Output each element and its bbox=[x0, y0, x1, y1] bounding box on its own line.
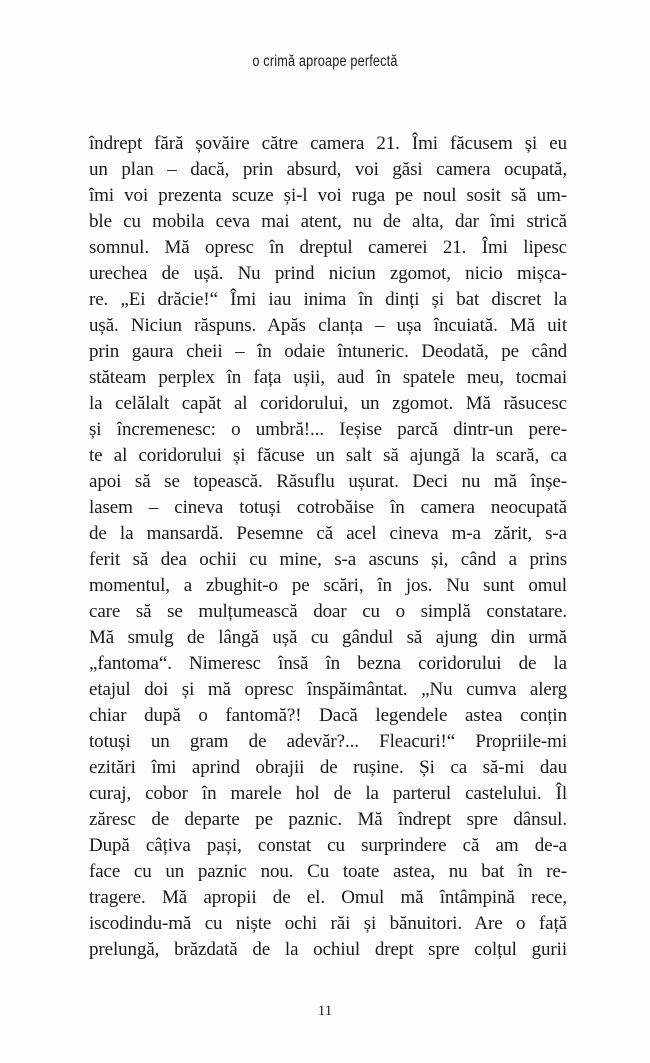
text-line: etajul doi și mă opresc înspăimântat. „Nu cumva alerg bbox=[89, 679, 567, 700]
text-line: urechea de ușă. Nu prind niciun zgomot, nicio mișca- bbox=[89, 263, 567, 284]
text-line: îmi voi prezenta scuze și-l voi ruga pe noul sosit să um- bbox=[89, 185, 567, 206]
text-line: te al coridorului și făcuse un salt să ajungă la scară, ca bbox=[89, 445, 567, 466]
text-line: prin gaura cheii – în odaie întuneric. Deodată, pe când bbox=[89, 341, 567, 362]
text-line: prelungă, brăzdată de la ochiul drept spre colțul gurii bbox=[89, 939, 567, 960]
text-line: curaj, cobor în marele hol de la parterul castelului. Îl bbox=[89, 783, 567, 804]
text-line: După câțiva pași, constat cu surprindere că am de-a bbox=[89, 835, 567, 856]
text-line: chiar după o fantomă?! Dacă legendele astea conțin bbox=[89, 705, 567, 726]
text-line: totuși un gram de adevăr?... Fleacuri!“ Propriile-mi bbox=[89, 731, 567, 752]
text-line: îndrept fără șovăire către camera 21. Îmi făcusem și eu bbox=[89, 133, 567, 154]
text-line: ușă. Niciun răspuns. Apăs clanța – ușa încuiată. Mă uit bbox=[89, 315, 567, 336]
page-number: 11 bbox=[317, 1003, 333, 1019]
text-line: „fantoma“. Nimeresc însă în bezna coridorului de la bbox=[89, 653, 567, 674]
running-header: o crimă aproape perfectă bbox=[252, 53, 398, 70]
text-line: iscodindu-mă cu niște ochi răi și bănuitori. Are o față bbox=[89, 913, 567, 934]
text-line: un plan – dacă, prin absurd, voi găsi camera ocupată, bbox=[89, 159, 567, 180]
text-line: care să se mulțumească doar cu o simplă constatare. bbox=[89, 601, 567, 622]
text-line: tragere. Mă apropii de el. Omul mă întâmpină rece, bbox=[89, 887, 567, 908]
text-line: face cu un paznic nou. Cu toate astea, nu bat în re- bbox=[89, 861, 567, 882]
body-text bbox=[89, 131, 567, 963]
text-line: la celălalt capăt al coridorului, un zgomot. Mă răsucesc bbox=[89, 393, 567, 414]
text-line: și încremenesc: o umbră!... Ieșise parcă dintr-un pere- bbox=[89, 419, 567, 440]
text-line: ezitări îmi aprind obrajii de rușine. Și ca să-mi dau bbox=[89, 757, 567, 778]
text-line: momentul, a zbughit-o pe scări, în jos. Nu sunt omul bbox=[89, 575, 567, 596]
text-line: re. „Ei drăcie!“ Îmi iau inima în dinți și bat discret la bbox=[89, 289, 567, 310]
text-line: somnul. Mă opresc în dreptul camerei 21. Îmi lipesc bbox=[89, 237, 567, 258]
text-line: de la mansardă. Pesemne că acel cineva m-a zărit, s-a bbox=[89, 523, 567, 544]
text-line: ferit să dea ochii cu mine, s-a ascuns și, când a prins bbox=[89, 549, 567, 570]
text-line: zăresc de departe pe paznic. Mă îndrept spre dânsul. bbox=[89, 809, 567, 830]
text-line: apoi să se topească. Răsuflu ușurat. Deci nu mă înșe- bbox=[89, 471, 567, 492]
text-line: Mă smulg de lângă ușă cu gândul să ajung din urmă bbox=[89, 627, 567, 648]
text-line: stăteam perplex în fața ușii, aud în spatele meu, tocmai bbox=[89, 367, 567, 388]
text-line: ble cu mobila ceva mai atent, nu de alta, dar îmi strică bbox=[89, 211, 567, 232]
text-line: lasem – cineva totuși cotrobăise în camera neocupată bbox=[89, 497, 567, 518]
